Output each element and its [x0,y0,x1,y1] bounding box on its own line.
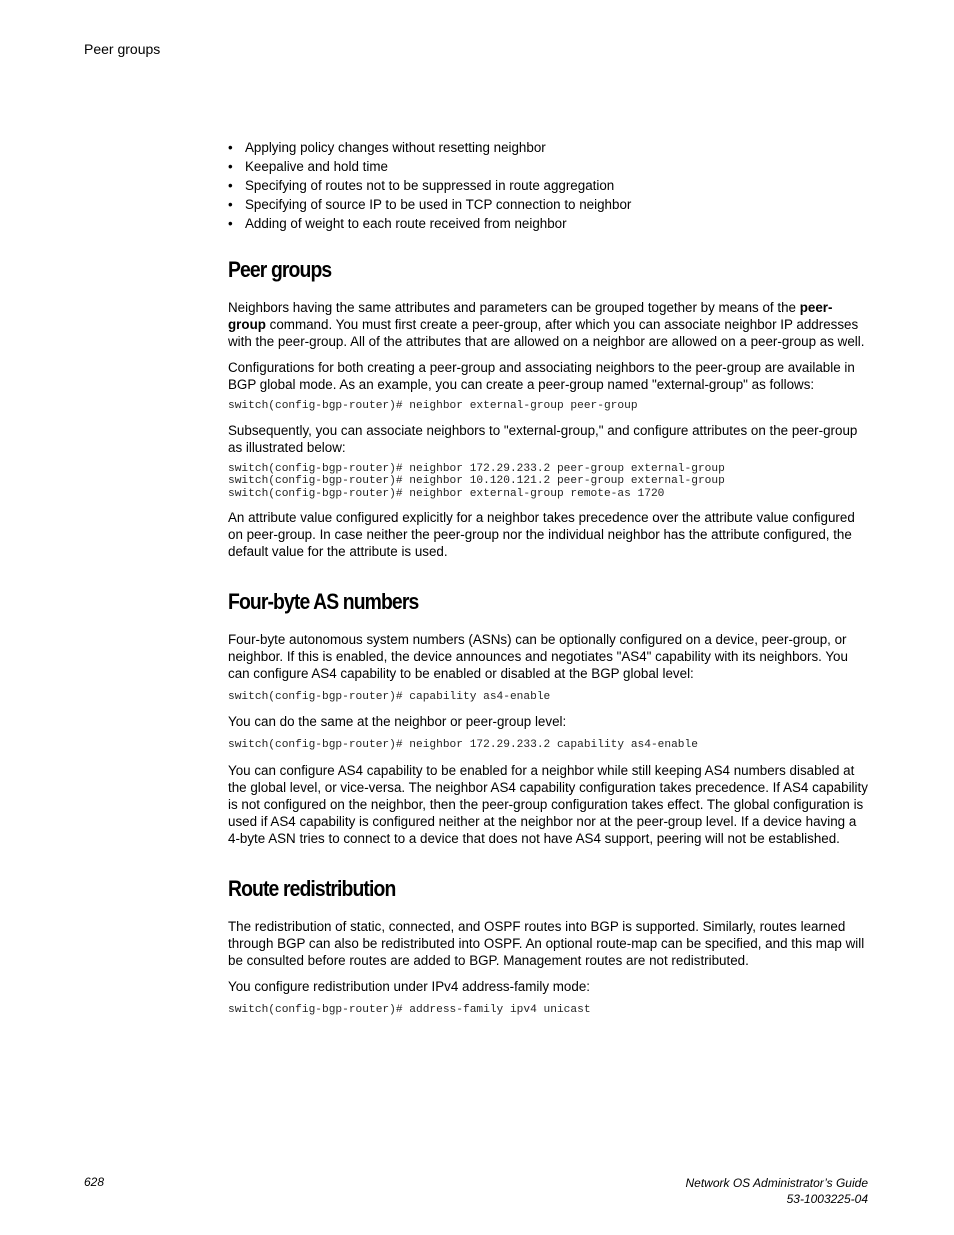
section-heading-peer-groups: Peer groups [228,257,332,282]
list-item: • Adding of weight to each route received from neighbor [228,215,868,234]
code-block: switch(config-bgp-router)# neighbor 172.29.233.2 capability as4-enable [228,738,698,751]
list-item: • Applying policy changes without resetting neighbor [228,139,868,158]
paragraph-text: command. You must first create a peer-group, after which you can associate neighbor IP addresses with the peer-group. All of the attributes that are allowed on a neighbor are allowed on a peer-group as well. [228,317,865,349]
list-item: • Specifying of routes not to be suppressed in route aggregation [228,177,868,196]
paragraph-text: Neighbors having the same attributes and parameters can be grouped together by means of the [228,300,800,315]
paragraph: You can do the same at the neighbor or peer-group level: [228,713,567,729]
paragraph: You can configure AS4 capability to be enabled for a neighbor while still keeping AS4 numbers disabled at the global level, or vice-versa. The neighbor AS4 capability configuration takes precedence. If AS4 capability is not configured on the neighbor, then the peer-group configuration takes effect. The global configuration is used if AS4 capability is configured neither at the neighbor nor at the peer-group level. If a device having a 4-byte ASN tries to connect to a device that does not have AS4 support, peering will not be established. [228,762,868,846]
footer-doc-info [685,1175,868,1207]
paragraph: An attribute value configured explicitly for a neighbor takes precedence over the attribute value configured on peer-group. In case neither the peer-group nor the individual neighbor has the attribute configured, the default value for the attribute is used. [228,510,855,560]
command-name: peer-group [228,300,833,332]
paragraph: Subsequently, you can associate neighbors to "external-group," and configure attributes on the peer-group as illustrated below: [228,422,858,455]
list-item: • Specifying of source IP to be used in TCP connection to neighbor [228,196,868,215]
running-head: Peer groups [84,41,161,57]
list-item: • Keepalive and hold time [228,158,868,177]
paragraph [228,299,868,350]
paragraph: You configure redistribution under IPv4 address-family mode: [228,978,590,994]
code-block: switch(config-bgp-router)# capability as4-enable [228,691,551,704]
page-content [228,139,868,1016]
code-block: switch(config-bgp-router)# neighbor 172.29.233.2 peer-group external-group switch(config-bgp-router)# neighbor 10.120.121.2 peer-group external-group switch(config-bgp-router)# neighbor external-group remote-as 1720 [228,462,725,500]
code-block: switch(config-bgp-router)# address-family ipv4 unicast [228,1003,591,1016]
paragraph: Four-byte autonomous system numbers (ASNs) can be optionally configured on a device, peer-group, or neighbor. If this is enabled, the device announces and negotiates "AS4" capability with its neighbors. You can configure AS4 capability to be enabled or disabled at the BGP global level: [228,632,848,682]
section-heading-route-redistribution: Route redistribution [228,875,396,901]
paragraph: The redistribution of static, connected, and OSPF routes into BGP is supported. Similarly, routes learned through BGP can also be redistributed into OSPF. An optional route-map can be specified, and this map will be consulted before routes are added to BGP. Management routes are not redistributed. [228,918,865,968]
footer-doc-number: 53-1003225-04 [786,1192,868,1206]
page-number: 628 [84,1175,105,1189]
paragraph: Configurations for both creating a peer-group and associating neighbors to the peer-group are available in BGP global mode. As an example, you can create a peer-group named "external-group" as follows: [228,360,855,392]
section-heading-four-byte-as: Four-byte AS numbers [228,589,419,615]
bullet-list [228,139,868,234]
code-block: switch(config-bgp-router)# neighbor external-group peer-group [228,400,638,412]
footer-doc-title: Network OS Administrator’s Guide [685,1176,868,1190]
